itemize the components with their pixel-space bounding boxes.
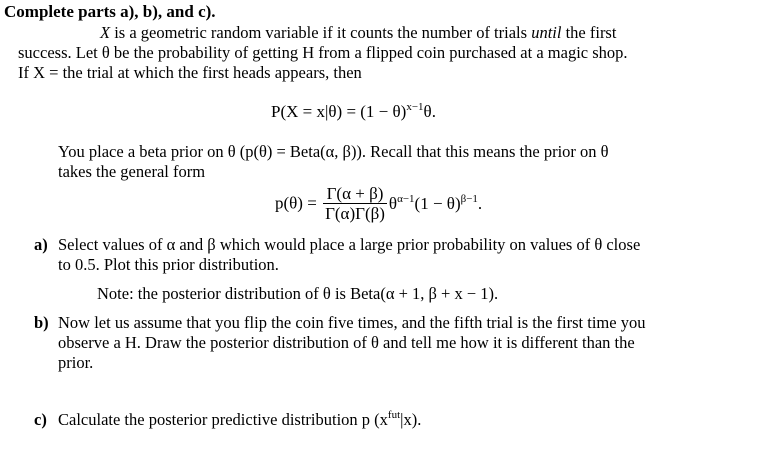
- eq2-theta: θ: [388, 193, 398, 213]
- part-c-text-2: |x).: [400, 410, 422, 429]
- intro-line-3: If X = the trial at which the first heads appears, then: [18, 63, 362, 82]
- beta-line-2: takes the general form: [58, 162, 206, 181]
- geometric-pmf-equation: [271, 102, 436, 122]
- part-a-note: Note: the posterior distribution of θ is Beta(α + 1, β + x − 1).: [97, 284, 499, 303]
- eq1-lhs: P(X = x|θ) = (1 − θ): [271, 102, 407, 121]
- page-title: Complete parts a), b), and c).: [4, 2, 216, 21]
- part-a-label: a): [34, 235, 48, 254]
- eq2-one-minus-theta: (1 − θ): [414, 193, 461, 213]
- eq2-fraction: [323, 184, 387, 223]
- part-c-text: Calculate the posterior predictive distribution p (x: [58, 410, 388, 429]
- beta-prior-equation: [275, 184, 482, 223]
- eq1-rhs: θ.: [423, 102, 436, 121]
- eq2-denominator: Γ(α)Γ(β): [325, 204, 385, 223]
- part-b-line-3: prior.: [58, 353, 94, 372]
- part-a-line-1: Select values of α and β which would place a large prior probability on values of θ close: [58, 235, 641, 254]
- part-c-line: [58, 410, 421, 430]
- beta-line-1: You place a beta prior on θ (p(θ) = Beta(α, β)). Recall that this means the prior on θ: [58, 142, 609, 161]
- intro-until: until: [531, 23, 562, 42]
- part-c-superscript: fut: [387, 409, 401, 421]
- intro-line-1-post: the first: [561, 23, 617, 42]
- eq2-end: .: [477, 193, 483, 213]
- part-b-label: b): [34, 313, 49, 332]
- part-c-label: c): [34, 410, 47, 429]
- part-b-line-1: Now let us assume that you flip the coin five times, and the fifth trial is the first time you: [58, 313, 646, 332]
- part-a-line-2: to 0.5. Plot this prior distribution.: [58, 255, 279, 274]
- eq1-exponent: x−1: [406, 101, 424, 113]
- intro-line-2: success. Let θ be the probability of getting H from a flipped coin purchased at a magic shop.: [18, 43, 628, 62]
- eq2-exp1: α−1: [397, 192, 415, 205]
- intro-line-1: [100, 23, 616, 43]
- eq2-exp2: β−1: [460, 192, 478, 205]
- intro-variable-x: X: [100, 23, 111, 42]
- part-b-line-2: observe a H. Draw the posterior distribution of θ and tell me how it is different than the: [58, 333, 635, 352]
- intro-line-1-text: is a geometric random variable if it counts the number of trials: [110, 23, 532, 42]
- eq2-numerator: Γ(α + β): [326, 184, 384, 203]
- eq2-lhs: p(θ) =: [275, 193, 317, 213]
